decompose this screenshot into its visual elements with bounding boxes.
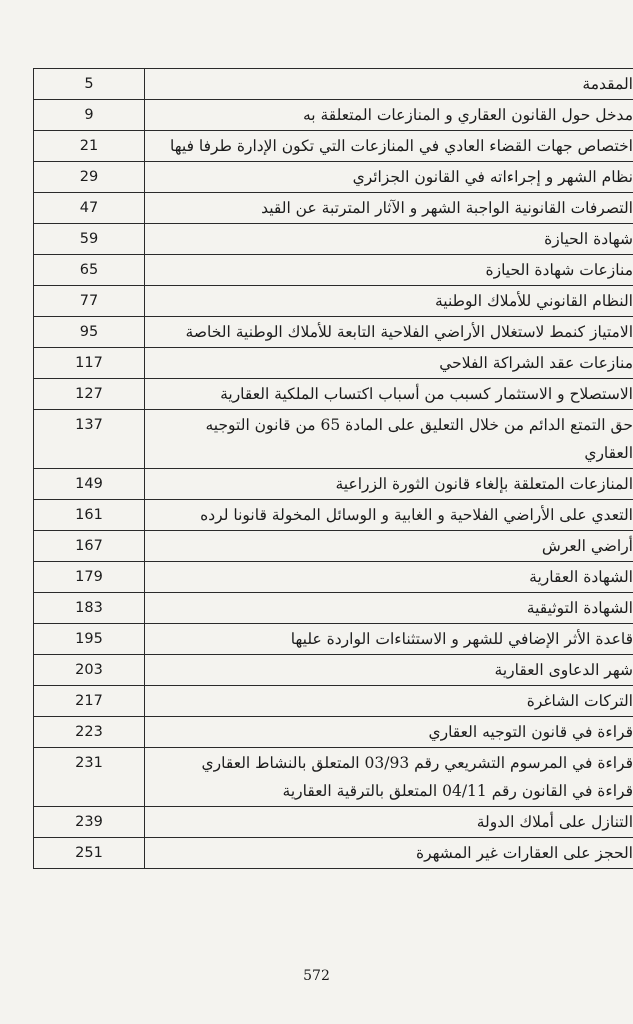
toc-entry-title [145,193,633,224]
toc-entry-title-line: الحجز على العقارات غير المشهرة [415,844,633,862]
toc-entry-title-line: قراءة في القانون رقم 04/11 المتعلق بالترقية العقارية [282,782,633,800]
toc-entry-page: 195 [34,624,145,655]
toc-entry-title-line: منازعات شهادة الحيازة [485,261,633,279]
toc-entry-title [145,286,633,317]
table-row [34,807,633,838]
toc-entry-title-line: المنازعات المتعلقة بإلغاء قانون الثورة الزراعية [335,475,633,493]
toc-entry-page: 65 [34,255,145,286]
toc-entry-page: 95 [34,317,145,348]
toc-entry-title [145,410,633,469]
toc-entry-title [145,838,633,869]
toc-entry-title-line: قراءة في المرسوم التشريعي رقم 03/93 المتعلق بالنشاط العقاري [201,754,633,772]
table-row [34,655,633,686]
toc-entry-title [145,562,633,593]
toc-entry-title [145,100,633,131]
page-number: 572 [303,968,330,984]
toc-entry-page: 59 [34,224,145,255]
toc-entry-title-line: التنازل على أملاك الدولة [476,813,633,831]
toc-entry-page: 5 [34,69,145,100]
toc-entry-page: 203 [34,655,145,686]
toc-entry-page: 161 [34,500,145,531]
toc-entry-page: 47 [34,193,145,224]
table-row [34,562,633,593]
toc-entry-page: 251 [34,838,145,869]
table-row [34,531,633,562]
toc-entry-title [145,686,633,717]
toc-entry-title-line: قاعدة الأثر الإضافي للشهر و الاستثناءات الواردة عليها [290,630,633,648]
toc-entry-title-line: مدخل حول القانون العقاري و المنازعات المتعلقة به [302,106,633,124]
toc-entry-title-line: الشهادة التوثيقية [526,599,633,617]
toc-entry-title-line: الشهادة العقارية [529,568,633,586]
toc-entry-page: 77 [34,286,145,317]
table-of-contents [33,68,633,869]
toc-entry-title [145,593,633,624]
toc-entry-title-line: المقدمة [582,75,633,93]
toc-entry-page: 9 [34,100,145,131]
table-row [34,69,633,100]
toc-entry-title [145,717,633,748]
toc-entry-title-line: شهادة الحيازة [544,230,633,248]
table-row [34,224,633,255]
toc-entry-title [145,348,633,379]
table-row [34,410,633,469]
table-row [34,162,633,193]
table-row [34,593,633,624]
table-row [34,317,633,348]
toc-entry-title-line: الاستصلاح و الاستثمار كسبب من أسباب اكتساب الملكية العقارية [220,385,633,403]
toc-entry-title-line: التعدي على الأراضي الفلاحية و الغابية و الوسائل المخولة قانونا لرده [200,506,633,524]
toc-entry-title [145,224,633,255]
toc-entry-page: 231 [34,748,145,807]
toc-entry-title [145,69,633,100]
table-row [34,255,633,286]
table-row [34,286,633,317]
toc-entry-title-line: نظام الشهر و إجراءاته في القانون الجزائري [352,168,633,186]
table-row [34,717,633,748]
toc-entry-title-line: شهر الدعاوى العقارية [494,661,633,679]
toc-body [34,69,633,869]
toc-entry-page: 223 [34,717,145,748]
toc-entry-page: 29 [34,162,145,193]
toc-entry-title-line: اختصاص جهات القضاء العادي في المنازعات التي تكون الإدارة طرفا فيها [170,137,633,155]
toc-entry-page: 127 [34,379,145,410]
table-row [34,379,633,410]
toc-entry-page: 149 [34,469,145,500]
toc-entry-page: 239 [34,807,145,838]
toc-entry-title [145,655,633,686]
toc-entry-title [145,379,633,410]
table-row [34,500,633,531]
toc-entry-page: 167 [34,531,145,562]
toc-entry-page: 179 [34,562,145,593]
toc-entry-page: 21 [34,131,145,162]
toc-entry-page: 137 [34,410,145,469]
table-row [34,193,633,224]
toc-entry-title [145,131,633,162]
toc-entry-title-line: قراءة في قانون التوجيه العقاري [428,723,633,741]
toc-entry-title [145,624,633,655]
toc-entry-title-line: التصرفات القانونية الواجبة الشهر و الآثار المترتبة عن القيد [261,199,633,217]
table-row [34,100,633,131]
toc-entry-title-line: العقاري [584,444,633,462]
toc-entry-title [145,162,633,193]
toc-entry-title [145,317,633,348]
table-row [34,686,633,717]
table-row [34,348,633,379]
toc-entry-page: 217 [34,686,145,717]
toc-entry-title-line: أراضي العرش [541,537,633,555]
table-row [34,131,633,162]
toc-entry-title-line: التركات الشاغرة [526,692,633,710]
table-row [34,838,633,869]
toc-entry-page: 117 [34,348,145,379]
toc-entry-title-line: الامتياز كنمط لاستغلال الأراضي الفلاحية التابعة للأملاك الوطنية الخاصة [185,323,633,341]
toc-entry-title [145,807,633,838]
toc-entry-title-line: النظام القانوني للأملاك الوطنية [434,292,633,310]
toc-entry-title [145,255,633,286]
toc-entry-title [145,748,633,807]
toc-entry-title [145,469,633,500]
table-row [34,624,633,655]
toc-entry-title [145,500,633,531]
table-row [34,469,633,500]
toc-entry-page: 183 [34,593,145,624]
toc-entry-title-line: منازعات عقد الشراكة الفلاحي [439,354,633,372]
toc-entry-title-line: حق التمتع الدائم من خلال التعليق على المادة 65 من قانون التوجيه [205,416,633,434]
table-row [34,748,633,807]
toc-entry-title [145,531,633,562]
